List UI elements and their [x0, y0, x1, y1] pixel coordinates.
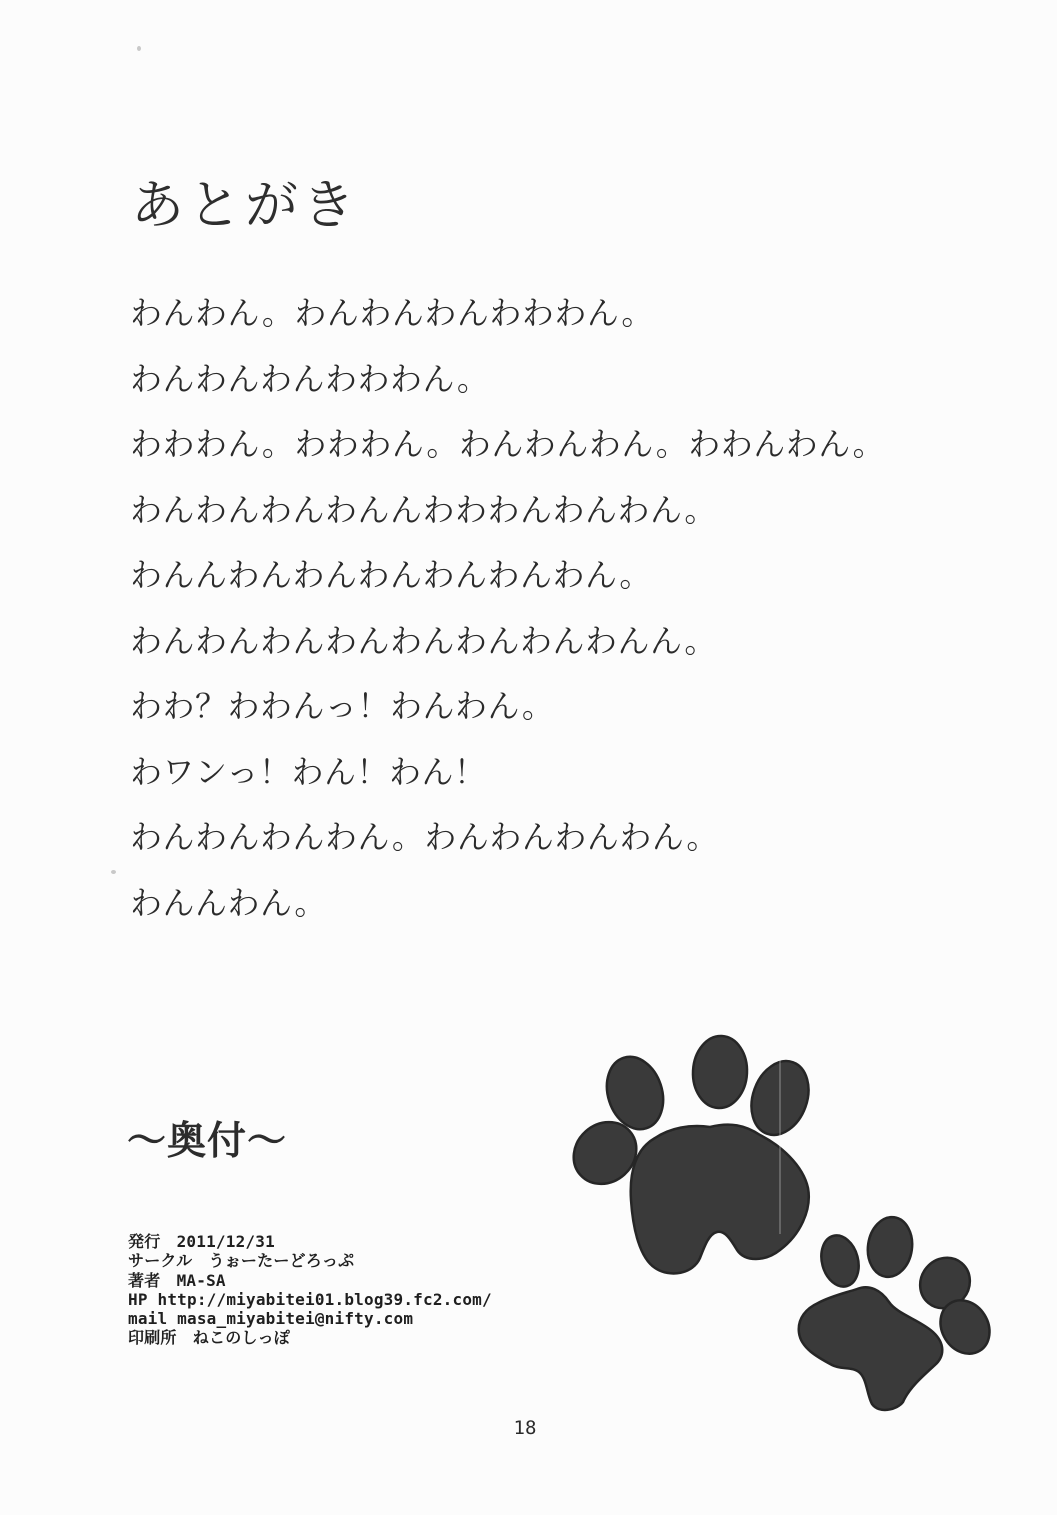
colophon-block: [128, 1232, 492, 1348]
afterword-line: わんわんわんわんわんわんわんわんん。: [130, 621, 717, 660]
colophon-line-homepage: HP http://miyabitei01.blog39.fc2.com/: [128, 1289, 492, 1309]
afterword-body: [130, 281, 930, 936]
colophon-line-printer: 印刷所 ねこのしっぽ: [128, 1328, 291, 1348]
afterword-line: わわ？わわんっ！わんわん。: [130, 687, 555, 725]
afterword-line: わんんわんわんわんわんわんわん。: [130, 556, 652, 594]
paw-print-small-icon: [785, 1210, 1000, 1415]
afterword-line: わんわんわんわんんわわわんわんわん。: [130, 490, 717, 529]
scan-speck: [111, 870, 116, 874]
scan-speck: [137, 46, 141, 51]
afterword-line: わんわん。わんわんわんわわわん。: [130, 294, 654, 332]
colophon-line-author: 著者 MA-SA: [128, 1270, 226, 1290]
page-number: 18: [513, 1417, 537, 1439]
afterword-line: わんわんわんわん。わんわんわんわん。: [130, 818, 719, 856]
scan-fold-line: [779, 1038, 781, 1234]
afterword-line: わんわんわんわわわん。: [130, 359, 490, 398]
colophon-line-publish-date: 発行 2011/12/31: [128, 1232, 275, 1251]
colophon-line-mail: mail masa_miyabitei@nifty.com: [128, 1309, 414, 1329]
colophon-line-circle: サークル うぉーたーどろっぷ: [128, 1251, 355, 1271]
afterword-line: わワンっ！わん！わん！: [130, 752, 487, 791]
afterword-line: わわわん。わわわん。わんわんわん。わわんわん。: [130, 425, 886, 463]
afterword-line: わんんわん。: [130, 883, 327, 922]
colophon-title: 〜奥付〜: [127, 1119, 288, 1164]
afterword-title: あとがき: [131, 175, 359, 236]
paw-print-large-icon: [565, 1030, 815, 1280]
